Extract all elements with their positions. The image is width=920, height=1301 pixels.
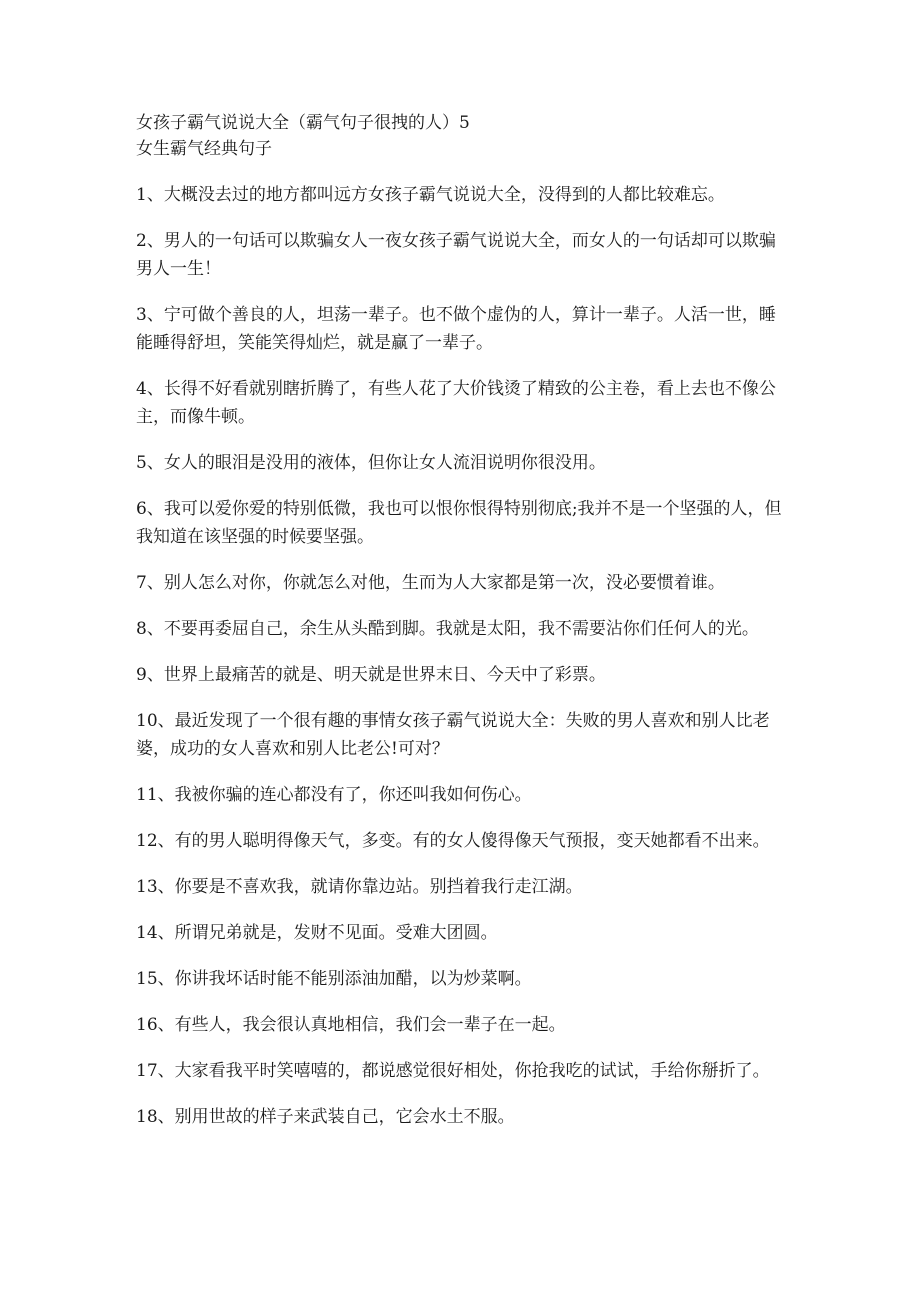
quote-list [136,181,788,1131]
quote-item-15: 15、你讲我坏话时能不能别添油加醋，以为炒菜啊。 [136,969,532,989]
quote-item-16: 16、有些人，我会很认真地相信，我们会一辈子在一起。 [136,1015,566,1035]
quote-item-9: 9、世界上最痛苦的就是、明天就是世界末日、今天中了彩票。 [136,665,606,685]
quote-item-2: 2、男人的一句话可以欺骗女人一夜女孩子霸气说说大全，而女人的一句话却可以欺骗男人一生！ [136,231,776,279]
quote-item-1: 1、大概没去过的地方都叫远方女孩子霸气说说大全，没得到的人都比较难忘。 [136,185,725,205]
quote-item-11: 11、我被你骗的连心都没有了，你还叫我如何伤心。 [136,785,532,805]
document-title: 女孩子霸气说说大全（霸气句子很拽的人）5 [136,113,470,133]
quote-item-7: 7、别人怎么对你，你就怎么对他，生而为人大家都是第一次，没必要惯着谁。 [136,573,725,593]
quote-item-14: 14、所谓兄弟就是，发财不见面。受难大团圆。 [136,923,498,943]
document-subtitle: 女生霸气经典句子 [136,139,272,159]
quote-item-6: 6、我可以爱你爱的特别低微，我也可以恨你恨得特别彻底;我并不是一个坚强的人，但我知道在该坚强的时候要坚强。 [136,499,782,547]
quote-item-4: 4、长得不好看就别瞎折腾了，有些人花了大价钱烫了精致的公主卷，看上去也不像公主，而像牛顿。 [136,379,776,427]
quote-item-10: 10、最近发现了一个很有趣的事情女孩子霸气说说大全：失败的男人喜欢和别人比老婆，成功的女人喜欢和别人比老公!可对？ [136,711,770,759]
quote-item-5: 5、女人的眼泪是没用的液体，但你让女人流泪说明你很没用。 [136,453,606,473]
document-page [136,110,788,1149]
quote-item-18: 18、别用世故的样子来武装自己，它会水土不服。 [136,1107,515,1127]
quote-item-12: 12、有的男人聪明得像天气，多变。有的女人傻得像天气预报，变天她都看不出来。 [136,831,770,851]
quote-item-3: 3、宁可做个善良的人，坦荡一辈子。也不做个虚伪的人，算计一辈子。人活一世，睡能睡得舒坦，笑能笑得灿烂，就是赢了一辈子。 [136,305,776,353]
quote-item-13: 13、你要是不喜欢我，就请你靠边站。别挡着我行走江湖。 [136,877,583,897]
quote-item-8: 8、不要再委屈自己，余生从头酷到脚。我就是太阳，我不需要沾你们任何人的光。 [136,619,759,639]
quote-item-17: 17、大家看我平时笑嘻嘻的，都说感觉很好相处，你抢我吃的试试，手给你掰折了。 [136,1061,770,1081]
